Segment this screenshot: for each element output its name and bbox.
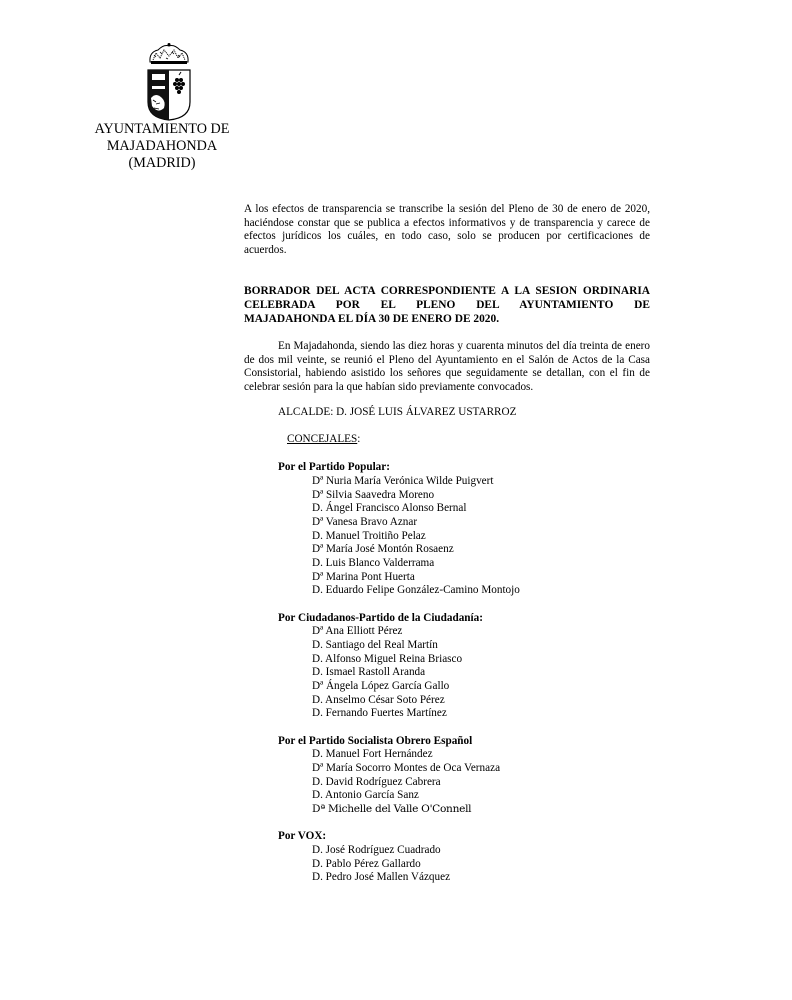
member-name: D. Pablo Pérez Gallardo <box>312 858 421 870</box>
member-name: D. Anselmo César Soto Pérez <box>312 694 445 706</box>
member-name: D. Luis Blanco Valderrama <box>312 557 435 569</box>
organization-name-line3: (MADRID) <box>128 155 196 171</box>
member-name: D. Santiago del Real Martín <box>312 639 438 651</box>
party-heading: Por el Partido Socialista Obrero Español <box>278 735 473 747</box>
member-name: Dª Silvia Saavedra Moreno <box>312 489 435 501</box>
organization-name-line1: AYUNTAMIENTO DE <box>94 121 230 137</box>
member-name: D. Fernando Fuertes Martínez <box>312 707 447 719</box>
member-name: D. Manuel Troitiño Pelaz <box>312 530 426 542</box>
alcalde-line: ALCALDE: D. JOSÉ LUIS ÁLVAREZ USTARROZ <box>278 406 517 418</box>
coat-of-arms-logo <box>144 42 194 122</box>
member-name: D. Antonio García Sanz <box>312 789 419 801</box>
member-name: D. Ángel Francisco Alonso Bernal <box>312 502 467 514</box>
document-title <box>244 285 650 326</box>
member-name: Dª María José Montón Rosaenz <box>312 543 454 555</box>
member-name: D. Ismael Rastoll Aranda <box>312 666 426 678</box>
concejales-heading <box>287 433 360 447</box>
member-name: Dª Ana Elliott Pérez <box>312 625 403 637</box>
member-name: Dª Marina Pont Huerta <box>312 571 415 583</box>
concejales-label: CONCEJALES <box>287 433 358 445</box>
member-name: Dª Ángela López García Gallo <box>312 680 450 692</box>
member-name: Dª Vanesa Bravo Aznar <box>312 516 418 528</box>
member-name: D. Eduardo Felipe González-Camino Montojo <box>312 584 520 596</box>
crown-icon <box>150 43 188 64</box>
document-title-line2: CELEBRADA POR EL PLENO DEL AYUNTAMIENTO DE <box>244 298 650 311</box>
member-name: Dª Nuria María Verónica Wilde Puigvert <box>312 475 494 487</box>
transparency-notice: A los efectos de transparencia se transcribe la sesión del Pleno de 30 de enero de 2020, haciéndose constar que se publica a efectos informativos y de transparencia y carece de efectos jurídicos los cuáles, en todo caso, solo se producen por certificaciones de acuerdos. <box>244 203 650 256</box>
party-heading: Por el Partido Popular: <box>278 461 390 473</box>
member-name: D. Alfonso Miguel Reina Briasco <box>312 653 463 665</box>
shield-icon <box>148 70 190 120</box>
member-name: Dª Michelle del Valle O'Connell <box>312 803 472 815</box>
concejales-colon: : <box>357 433 361 445</box>
party-heading: Por VOX: <box>278 830 327 842</box>
party-heading: Por Ciudadanos-Partido de la Ciudadanía: <box>278 612 483 624</box>
member-name: D. Pedro José Mallen Vázquez <box>312 871 451 883</box>
member-name: D. José Rodríguez Cuadrado <box>312 844 441 856</box>
document-title-line3: MAJADAHONDA EL DÍA 30 DE ENERO DE 2020. <box>244 312 500 325</box>
opening-paragraph: En Majadahonda, siendo las diez horas y cuarenta minutos del día treinta de enero de dos mil veinte, se reunió el Pleno del Ayuntamiento en el Salón de Actos de la Casa Consistorial, habiendo asistido los señores que seguidamente se detallan, con el fin de celebrar sesión para la que habían sido previamente convocados. <box>244 340 650 393</box>
member-name: Dª María Socorro Montes de Oca Vernaza <box>312 762 501 774</box>
organization-name-line2: MAJADAHONDA <box>106 138 218 154</box>
member-name: D. David Rodríguez Cabrera <box>312 776 441 788</box>
document-title-line1: BORRADOR DEL ACTA CORRESPONDIENTE A LA SESION ORDINARIA <box>244 285 650 297</box>
member-name: D. Manuel Fort Hernández <box>312 748 433 760</box>
